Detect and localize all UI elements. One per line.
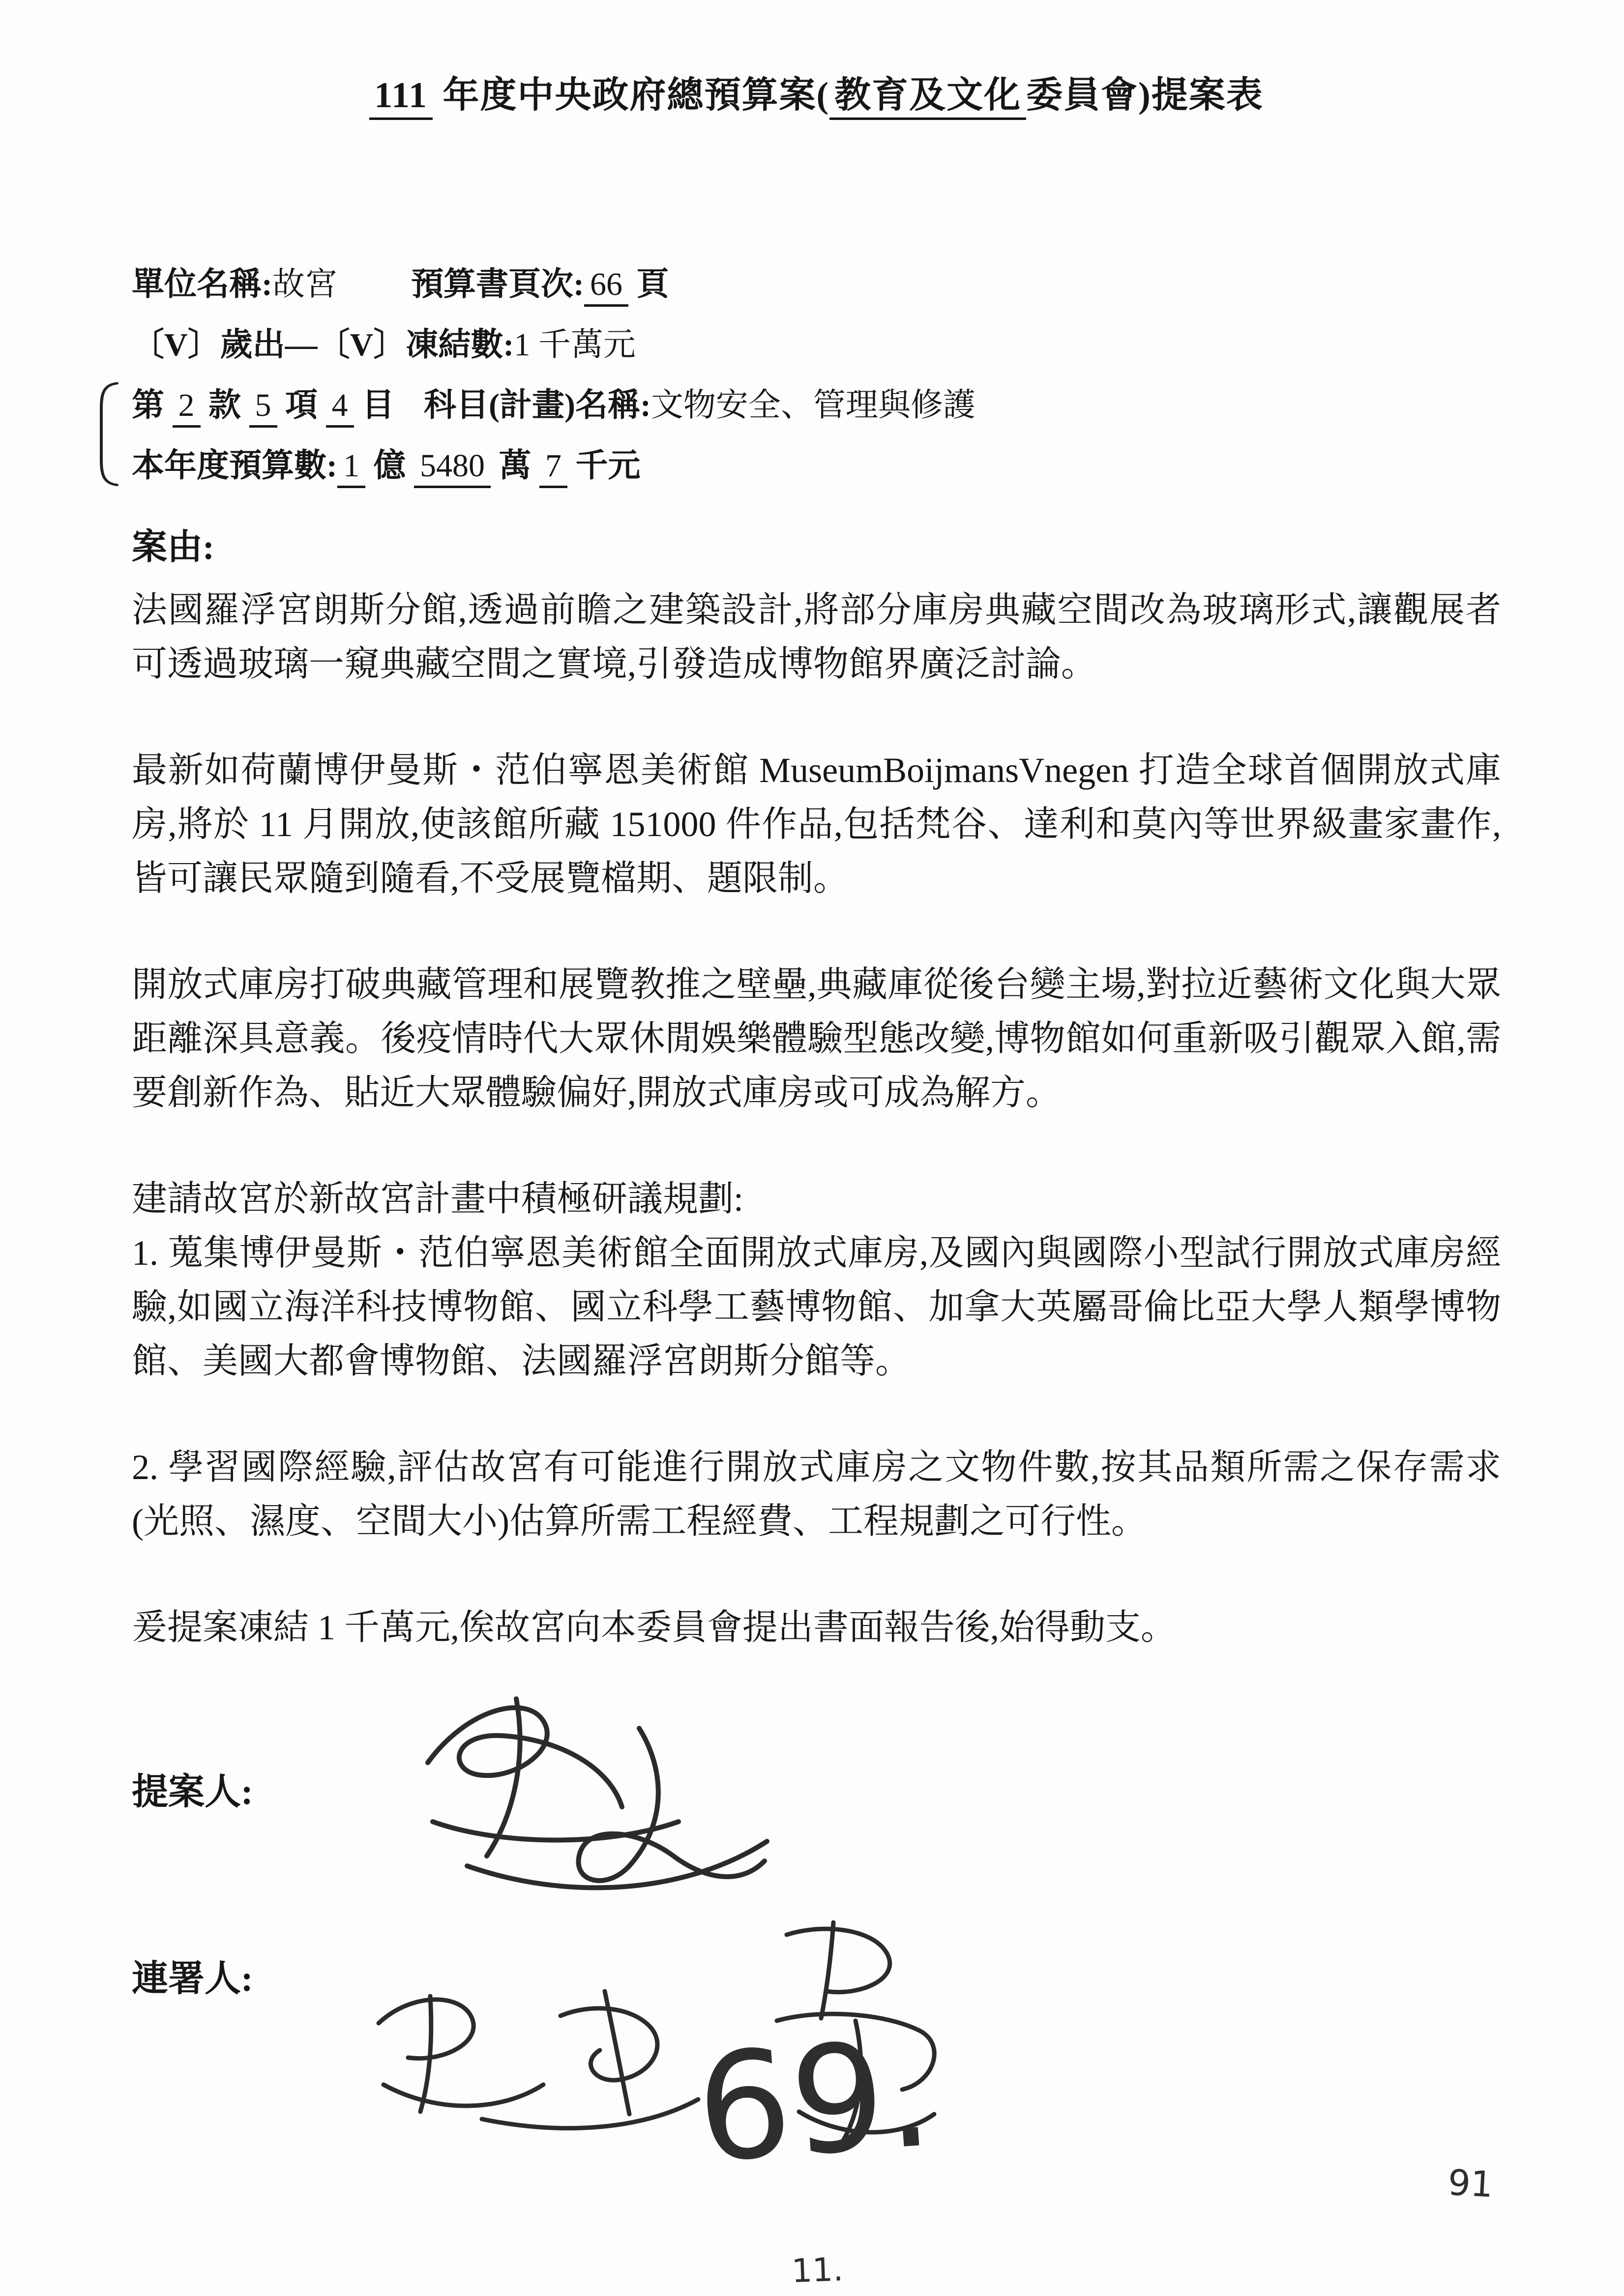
expenditure-checkbox: 〔V〕 bbox=[132, 326, 220, 363]
budget-value-wan: 5480 bbox=[414, 448, 491, 488]
mu-label: 目 bbox=[362, 387, 394, 424]
subject-line bbox=[132, 386, 1501, 425]
freeze-label: 凍結數: bbox=[406, 326, 514, 363]
paragraph-open-depot: 開放式庫房打破典藏管理和展覽教推之壁壘,典藏庫從後台變主場,對拉近藝術文化與大眾距離深具意義。後疫情時代大眾休閒娛樂體驗型態改變,博物館如何重新吸引觀眾入館,需要創新作為、貼近大眾體驗偏好,開放式庫房或可成為解方。 bbox=[132, 964, 1501, 1112]
paragraph-item-2: 2. 學習國際經驗,評估故宮有可能進行開放式庫房之文物件數,按其品類所需之保存需求(光照、濕度、空間大小)估算所需工程經費、工程規劃之可行性。 bbox=[132, 1447, 1501, 1541]
budget-unit-yi: 億 bbox=[373, 448, 406, 484]
freeze-checkbox: 〔V〕 bbox=[317, 326, 406, 363]
subject-value: 文物安全、管理與修護 bbox=[650, 387, 975, 424]
budget-line bbox=[132, 446, 1501, 485]
budget-value-qian: 7 bbox=[539, 448, 567, 488]
title-year: 111 bbox=[369, 75, 433, 120]
mu-number: 4 bbox=[326, 387, 354, 428]
pageref-label: 預算書頁次: bbox=[411, 266, 584, 302]
title-part1: 年度中央政府總預算案( bbox=[433, 75, 830, 116]
page-title bbox=[132, 74, 1501, 117]
budget-label: 本年度預算數: bbox=[132, 448, 337, 484]
paragraph-item-1: 1. 蒐集博伊曼斯・范伯寧恩美術館全面開放式庫房,及國內與國際小型試行開放式庫房經驗,如國立海洋科技博物館、國立科學工藝博物館、加拿大英屬哥倫比亞大學人類學博物館、美國大都會博物館、法國羅浮宮朗斯分館等。 bbox=[132, 1233, 1501, 1381]
freeze-value: 1 千萬元 bbox=[514, 326, 636, 363]
handwritten-bottom-number: 11. bbox=[791, 2250, 844, 2290]
paragraph-request-intro: 建請故宮於新故宮計畫中積極研議規劃: bbox=[132, 1179, 744, 1219]
paragraph-closing: 爰提案凍結 1 千萬元,俟故宮向本委員會提出書面報告後,始得動支。 bbox=[132, 1607, 1177, 1647]
expenditure-label: 歲出— bbox=[220, 326, 318, 363]
title-part2: 委員會)提案表 bbox=[1026, 75, 1264, 116]
bracketed-fields bbox=[132, 386, 1501, 485]
cosigner-label: 連署人: bbox=[132, 1958, 253, 1999]
document-content bbox=[0, 74, 1624, 2279]
kuan-label: 款 bbox=[208, 387, 241, 424]
budget-unit-wan: 萬 bbox=[499, 448, 531, 484]
checkbox-line bbox=[132, 325, 1501, 364]
case-section-label: 案由: bbox=[132, 527, 214, 567]
item-prefix: 第 bbox=[132, 387, 164, 424]
unit-value: 故宮 bbox=[272, 266, 337, 302]
budget-value-yi: 1 bbox=[337, 448, 365, 488]
paragraph-boijmans: 最新如荷蘭博伊曼斯・范伯寧恩美術館 MuseumBoijmansVnegen 打造全球首個開放式庫房,將於 11 月開放,使該館所藏 151000 件作品,包括梵谷、達利和莫內等世界級畫家畫作,皆可讓民眾隨到隨看,不受展覽檔期、題限制。 bbox=[132, 750, 1501, 898]
paragraph-louvre-lens: 法國羅浮宮朗斯分館,透過前瞻之建築設計,將部分庫房典藏空間改為玻璃形式,讓觀展者可透過玻璃一窺典藏空間之實境,引發造成博物館界廣泛討論。 bbox=[132, 590, 1501, 684]
handwritten-big-number: 69. bbox=[691, 2007, 938, 2195]
handwritten-page-number: 91 bbox=[1447, 2161, 1494, 2206]
pageref-unit: 頁 bbox=[636, 266, 669, 302]
proposer-label: 提案人: bbox=[132, 1772, 253, 1812]
cosigner-signature-1 bbox=[344, 1964, 708, 2131]
kuan-number: 2 bbox=[173, 387, 201, 428]
pageref-value: 66 bbox=[584, 266, 628, 307]
subject-label: 科目(計畫)名稱: bbox=[424, 387, 651, 424]
budget-unit-qian: 千元 bbox=[575, 448, 641, 484]
unit-line bbox=[132, 265, 1501, 304]
xiang-number: 5 bbox=[249, 387, 277, 428]
proposer-signature bbox=[364, 1669, 772, 1895]
left-brace-mark bbox=[96, 381, 119, 487]
xiang-label: 項 bbox=[285, 387, 318, 424]
title-committee: 教育及文化 bbox=[829, 75, 1026, 120]
unit-label: 單位名稱: bbox=[132, 266, 272, 302]
header-fields bbox=[132, 265, 1501, 486]
signature-section bbox=[132, 1714, 1501, 2279]
